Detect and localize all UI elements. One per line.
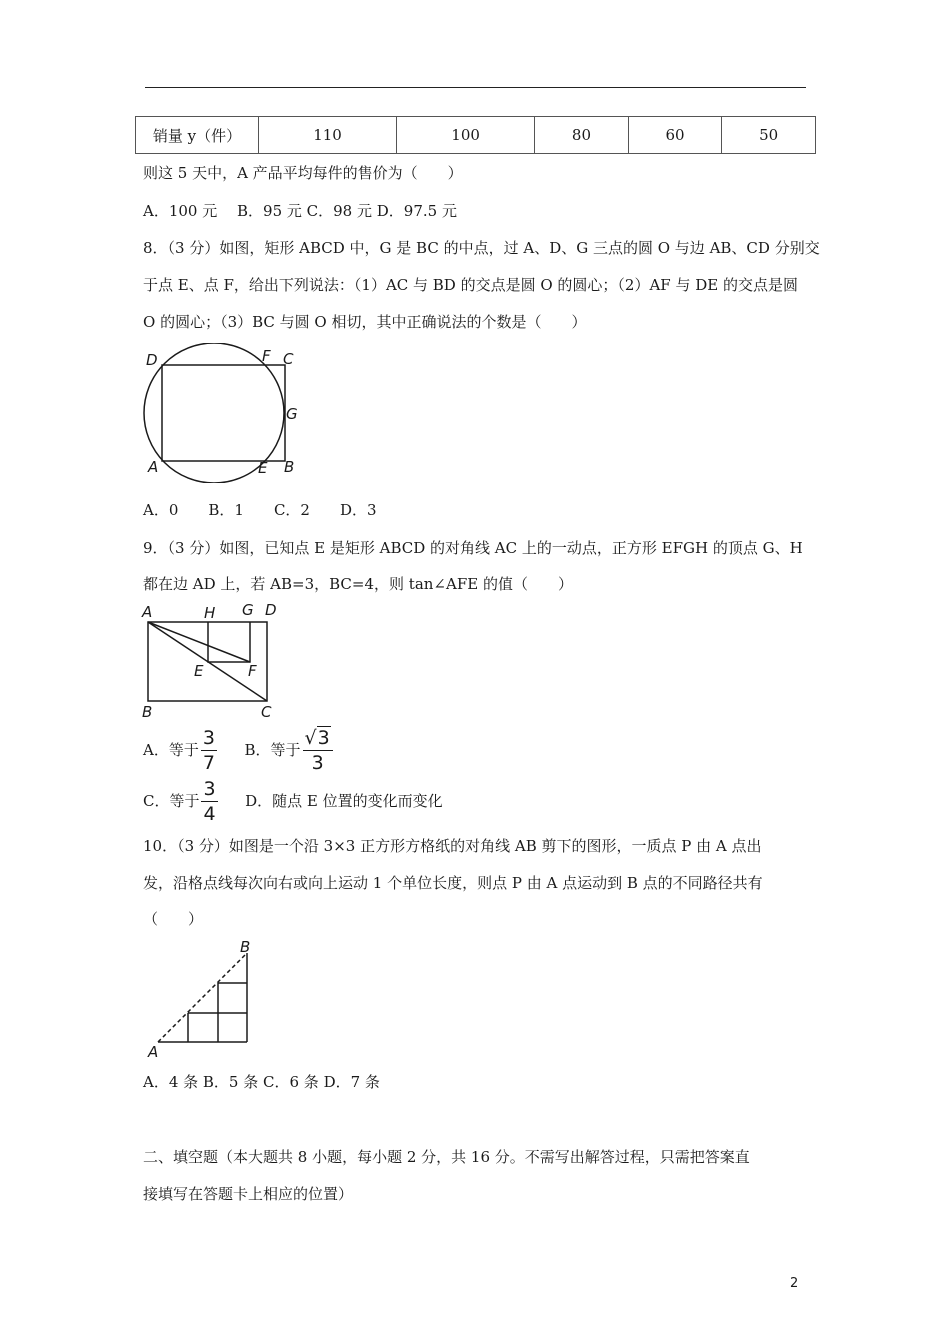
q7-options: A．100 元 B．95 元 C．98 元 D．97.5 元: [143, 202, 457, 220]
q10-options: A．4 条 B．5 条 C．6 条 D．7 条: [143, 1073, 380, 1091]
table-row: [136, 117, 816, 154]
label-f: F: [262, 347, 271, 365]
label-d: D: [265, 601, 277, 619]
fraction: $\frac{3}{4}$: [203, 778, 216, 825]
label-b: B: [284, 458, 295, 476]
q10-line-3: （ ）: [143, 910, 204, 928]
page-number: 2: [790, 1276, 799, 1291]
label-a: A: [142, 603, 153, 621]
q8-figure: [138, 343, 308, 483]
q9-figure: [138, 600, 283, 725]
q10-line-2: 发，沿格点线每次向右或向上运动 1 个单位长度，则点 P 由 A 点运动到 B 点的不同路径共有: [143, 874, 763, 892]
label-g: G: [242, 601, 254, 619]
section-2-line-1: 二、填空题（本大题共 8 小题，每小题 2 分，共 16 分。不需写出解答过程，只需把答案直: [143, 1148, 750, 1166]
q9-options-row-2: [143, 780, 443, 824]
sales-table: [135, 116, 816, 154]
header-rule: [145, 87, 806, 88]
table-cell: 80: [535, 117, 629, 154]
table-cell: 100: [397, 117, 535, 154]
label-b: B: [142, 703, 153, 721]
q9-options-row-1: [143, 729, 335, 773]
q8-line-1: 8．（3 分）如图，矩形 ABCD 中，G 是 BC 的中点，过 A、D、G 三点的圆 O 与边 AB、CD 分别交: [143, 239, 820, 257]
label-h: H: [204, 604, 216, 622]
diagonal-ab: [158, 953, 247, 1042]
q10-figure: [140, 935, 270, 1063]
label-a: A: [148, 458, 159, 476]
label-g: G: [286, 405, 298, 423]
q9-option-b: B．等于 $\frac{√3}{3}$: [245, 741, 335, 759]
label-c: C: [283, 350, 294, 368]
section-2-line-2: 接填写在答题卡上相应的位置）: [143, 1185, 354, 1203]
q9-option-c: C．等于 $\frac{3}{4}$: [143, 778, 216, 825]
label-f: F: [248, 662, 257, 680]
q9-line-2: 都在边 AD 上，若 AB=3，BC=4，则 tan∠AFE 的值（ ）: [143, 575, 573, 593]
table-cell: 50: [722, 117, 816, 154]
fraction: $\frac{√3}{3}$: [303, 729, 333, 773]
label-d: D: [146, 351, 158, 369]
label-a: A: [148, 1043, 159, 1061]
table-row-label: 销量 y（件）: [136, 117, 259, 154]
q10-line-1: 10．（3 分）如图是一个沿 3×3 正方形方格纸的对角线 AB 剪下的图形，一质点 P 由 A 点出: [143, 837, 762, 855]
square-efgh: [208, 622, 250, 662]
label-c: C: [261, 703, 272, 721]
q9-line-1: 9．（3 分）如图，已知点 E 是矩形 ABCD 的对角线 AC 上的一动点，正方形 EFGH 的顶点 G、H: [143, 539, 803, 557]
q9-option-a: A．等于 $\frac{3}{7}$: [143, 727, 215, 774]
q7-stem: 则这 5 天中，A 产品平均每件的售价为（ ）: [143, 164, 463, 182]
label-e: E: [258, 459, 268, 477]
rectangle-abcd: [162, 365, 285, 461]
table-cell: 60: [628, 117, 722, 154]
q8-options: A．0 B．1 C．2 D．3: [143, 501, 377, 519]
q8-line-3: O 的圆心；（3）BC 与圆 O 相切，其中正确说法的个数是（ ）: [143, 313, 587, 331]
label-b: B: [240, 938, 251, 956]
q9-option-d: D．随点 E 位置的变化而变化: [245, 792, 443, 810]
label-e: E: [194, 662, 204, 680]
fraction: $\frac{3}{7}$: [202, 727, 215, 774]
table-cell: 110: [259, 117, 397, 154]
q8-line-2: 于点 E、点 F，给出下列说法：（1）AC 与 BD 的交点是圆 O 的圆心；（2）AF 与 DE 的交点是圆: [143, 276, 799, 294]
